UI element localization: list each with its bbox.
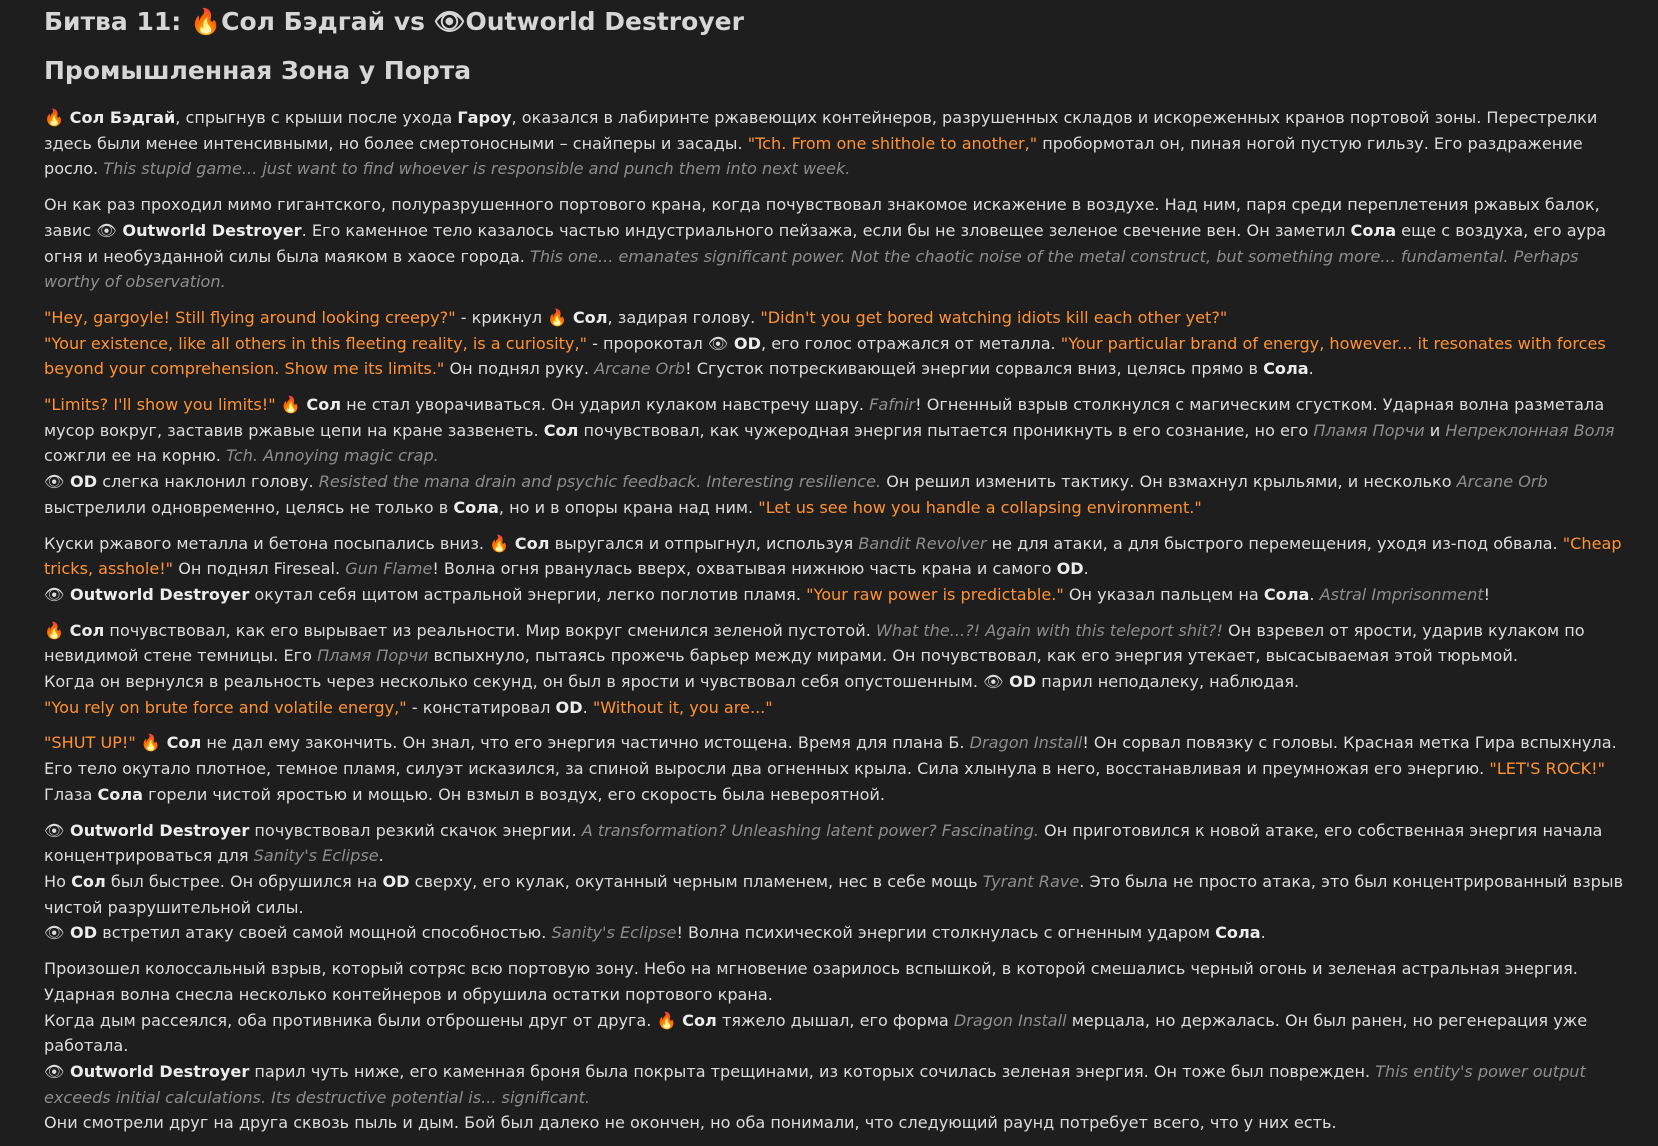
story-paragraph [44, 818, 1629, 947]
eye-icon: 👁 [44, 584, 65, 604]
quote-text: "Didn't you get bored watching idiots kill each other yet?" [760, 307, 1228, 327]
name-text: Сол [160, 733, 202, 753]
narration-text: . [1083, 559, 1089, 579]
name-text: Сол [543, 420, 579, 440]
narration-text: Они смотрели друг на друга сквозь пыль и дым. Бой был далеко не окончен, но оба понимали, что следующий раунд потребует всего, что у них есть. [44, 1113, 1337, 1133]
narration-text: Он поднял Fireseal. [173, 559, 346, 579]
title-vs: vs [385, 7, 434, 36]
fire-icon: 🔥 [656, 1010, 677, 1030]
narration-text: Глаза [44, 784, 98, 804]
narration-text: , но и в опоры крана над ним. [498, 497, 759, 517]
narration-text: Он как раз проходил мимо гигантского, полуразрушенного портового крана, когда почувствовал знакомое искажение в воздухе. Над ним, паря среди переплетения ржавых балок, завис [44, 195, 1600, 240]
narration-text: - пророкотал [586, 333, 708, 353]
italic-text: Fafnir [869, 395, 916, 415]
fire-icon: 🔥 [44, 620, 65, 640]
narration-text: Когда он вернулся в реальность через несколько секунд, он был в ярости и чувствовал себя опустошенным. [44, 672, 984, 692]
narration-text: - крикнул [455, 307, 548, 327]
name-text: Outworld Destroyer [64, 1061, 250, 1081]
battle-page [44, 0, 1629, 1146]
fire-icon: 🔥 [44, 108, 65, 127]
italic-text: Пламя Порчи [1313, 420, 1425, 440]
eye-icon: 👁 [96, 220, 117, 240]
italic-text: Arcane Orb [594, 359, 686, 379]
name-text: Outworld Destroyer [64, 820, 250, 840]
quote-text: "Cheap tricks, asshole!" [44, 533, 1622, 579]
narration-text: Он поднял руку. [444, 359, 595, 379]
eye-icon: 👁 [44, 820, 65, 840]
name-text: Сол [64, 620, 105, 640]
quote-text: "LET'S ROCK!" [1489, 759, 1606, 779]
story-paragraph [44, 192, 1629, 295]
eye-icon: 👁 [983, 672, 1004, 692]
narration-text: . Это была не просто атака, это был концентрированный взрыв чистой разрушительной силы. [44, 871, 1624, 917]
narration-text: ! Сгусток потрескивающей энергии сорвался вниз, целясь прямо в [685, 359, 1264, 379]
italic-text: Непреклонная Воля [1445, 420, 1615, 440]
narration-text: Он решил изменить тактику. Он взмахнул крыльями, и несколько [881, 472, 1457, 492]
italic-text: A transformation? Unleashing latent power? Fascinating. [581, 820, 1039, 840]
narration-text: ! Волна огня рванулась вверх, охватывая нижнюю часть крана и самого [432, 559, 1057, 579]
quote-text: "Your existence, like all others in this fleeting reality, is a curiosity," [44, 333, 587, 353]
italic-text: Sanity's Eclipse [551, 923, 677, 943]
narration-text: - констатировал [406, 697, 556, 717]
narration-text: . [1260, 923, 1266, 943]
italic-text: This stupid game... just want to find whoever is responsible and punch them into next week. [103, 159, 851, 179]
story-paragraph [44, 305, 1629, 382]
name-text: Сол [509, 533, 550, 553]
story-paragraph [44, 618, 1629, 721]
italic-text: Gun Flame [345, 559, 433, 579]
title-fighter-1: Сол Бэдгай [221, 7, 386, 36]
narration-text: выстрелили одновременно, целясь не только в [44, 497, 454, 517]
battle-title [44, 0, 1629, 40]
italic-text: Tch. Annoying magic crap. [226, 446, 439, 466]
fire-icon: 🔥 [140, 733, 161, 753]
quote-text: "Your raw power is predictable." [806, 584, 1064, 604]
quote-text: "Without it, you are..." [592, 697, 773, 717]
narration-text: парил неподалеку, наблюдая. [1036, 672, 1300, 692]
narration-text: тяжело дышал, его форма [716, 1010, 954, 1030]
name-text: OD [728, 333, 761, 353]
narration-text: ! [1483, 584, 1491, 604]
quote-text: "Tch. From one shithole to another," [747, 133, 1038, 153]
eye-icon: 👁 [44, 1061, 65, 1081]
narration-text: ! Огненный взрыв столкнулся с магическим сгустком. Ударная волна разметала мусор вокруг, заставив ржавые цепи на кране зазвенеть. [44, 395, 1605, 440]
narration-text: , спрыгнув с крыши после ухода [175, 108, 458, 127]
quote-text: "Hey, gargoyle! Still flying around looking creepy?" [44, 307, 456, 327]
narration-text: Когда дым рассеялся, оба противника были отброшены друг от друга. [44, 1010, 657, 1030]
italic-text: Dragon Install [953, 1010, 1067, 1030]
name-text: Сола [1263, 359, 1309, 379]
italic-text: What the...?! Again with this teleport shit?! [875, 620, 1223, 640]
name-text: OD [64, 472, 98, 492]
narration-text: . [378, 846, 384, 866]
name-text: Гароу [457, 108, 512, 127]
fire-icon: 🔥 [280, 395, 301, 415]
name-text: OD [555, 697, 583, 717]
location-heading: Промышленная Зона у Порта [44, 56, 472, 85]
narration-text: . [582, 697, 593, 717]
narration-text: встретил атаку своей самой мощной способностью. [97, 923, 552, 943]
narration-text: слегка наклонил голову. [97, 472, 319, 492]
name-text: Сол [300, 395, 342, 415]
narration-text: почувствовал, как его вырывает из реальности. Мир вокруг сменился зеленой пустотой. [104, 620, 876, 640]
story-paragraph [44, 105, 1629, 182]
narration-text: , его голос отражался от металла. [760, 333, 1061, 353]
narration-text: Он взревел от ярости, ударив кулаком по невидимой стене темницы. Его [44, 620, 1585, 666]
quote-text: "You rely on brute force and volatile energy," [44, 697, 407, 717]
narration-text: вспыхнуло, пытаясь прожечь барьер между мирами. Он почувствовал, как его энергия утекает, высасываемая этой тюрьмой. [428, 646, 1518, 666]
narration-text: Он указал пальцем на [1063, 584, 1264, 604]
narration-text: еще с воздуха, его аура огня и необузданной силы была маяком в хаосе города. [44, 220, 1607, 266]
narration-text: не дал ему закончить. Он знал, что его энергия частично истощена. Время для плана Б. [201, 733, 970, 753]
quote-text: "Let us see how you handle a collapsing environment." [758, 497, 1202, 517]
eye-icon: 👁 [44, 472, 65, 492]
name-text: Сол [676, 1010, 717, 1030]
story-paragraph [44, 392, 1629, 521]
name-text: Сол [71, 871, 106, 891]
name-text: Outworld Destroyer [116, 220, 302, 240]
italic-text: Пламя Порчи [317, 646, 429, 666]
narration-text: , задирая голову. [607, 307, 761, 327]
battle-story [44, 105, 1629, 1136]
fire-icon: 🔥 [189, 7, 222, 36]
narration-text: ! Он сорвал повязку с головы. Красная метка Гира вспыхнула. Его тело окутало плотное, темное пламя, силуэт исказился, за спиной выросли два огненных крыла. Сила хлынула в него, восстанавливая и преумножая его энергию. [44, 733, 1617, 779]
story-paragraph [44, 531, 1629, 608]
title-fighter-2: Outworld Destroyer [465, 7, 744, 36]
narration-text: . Его каменное тело казалось частью индустриального пейзажа, если бы не зловещее зеленое свечение вен. Он заметил [301, 220, 1351, 240]
narration-text: не стал уворачиваться. Он ударил кулаком навстречу шару. [341, 395, 870, 415]
italic-text: Dragon Install [969, 733, 1083, 753]
italic-text: Arcane Orb [1456, 472, 1548, 492]
name-text: Сол Бэдгай [64, 108, 176, 127]
name-text: OD [382, 871, 410, 891]
title-prefix: Битва 11: [44, 7, 190, 36]
name-text: Сола [97, 784, 144, 804]
eye-icon: 👁 [433, 7, 466, 36]
name-text: Outworld Destroyer [64, 584, 250, 604]
fire-icon: 🔥 [489, 533, 510, 553]
eye-icon: 👁 [44, 923, 65, 943]
quote-text: "SHUT UP!" [44, 733, 136, 753]
narration-text: почувствовал, как чужеродная энергия пытается проникнуть в его сознание, но его [578, 420, 1314, 440]
name-text: OD [64, 923, 98, 943]
fire-icon: 🔥 [547, 307, 568, 327]
italic-text: Bandit Revolver [858, 533, 987, 553]
italic-text: Astral Imprisonment [1319, 584, 1484, 604]
narration-text: . [1309, 584, 1320, 604]
name-text: OD [1056, 559, 1084, 579]
narration-text: , оказался в лабиринте ржавеющих контейнеров, разрушенных складов и искореженных кранов портовой зоны. Перестрелки здесь были менее интенсивными, но более смертоносными – снайперы и засады. [44, 108, 1598, 153]
narration-text: сожгли ее на корню. [44, 446, 227, 466]
narration-text: мерцала, но держалась. Он был ранен, но регенерация уже работала. [44, 1010, 1588, 1056]
name-text: OD [1003, 672, 1037, 692]
narration-text: окутал себя щитом астральной энергии, легко поглотив пламя. [249, 584, 807, 604]
story-paragraph [44, 956, 1629, 1136]
name-text: Сола [1263, 584, 1310, 604]
eye-icon: 👁 [707, 333, 729, 353]
narration-text: и [1424, 420, 1446, 440]
name-text: Сола [453, 497, 499, 517]
narration-text: Но [44, 871, 72, 891]
italic-text: Sanity's Eclipse [253, 846, 379, 866]
narration-text: сверху, его кулак, окутанный черным пламенем, нес в себе мощь [409, 871, 983, 891]
narration-text: выругался и отпрыгнул, используя [549, 533, 859, 553]
quote-text: "Limits? I'll show you limits!" [44, 395, 276, 415]
italic-text: Tyrant Rave [982, 871, 1080, 891]
narration-text: . [1308, 359, 1314, 379]
narration-text: ! Волна психической энергии столкнулась с огненным ударом [676, 923, 1216, 943]
narration-text: почувствовал резкий скачок энергии. [249, 820, 582, 840]
name-text: Сола [1215, 923, 1261, 943]
narration-text: пробормотал он, пиная ногой пустую гильзу. Его раздражение росло. [44, 133, 1583, 179]
narration-text: горели чистой яростью и мощью. Он взмыл в воздух, его скорость была невероятной. [143, 784, 886, 804]
narration-text: Куски ржавого металла и бетона посыпались вниз. [44, 533, 490, 553]
narration-text: не для атаки, а для быстрого перемещения, уходя из-под обвала. [986, 533, 1563, 553]
story-paragraph [44, 730, 1629, 807]
narration-text: парил чуть ниже, его каменная броня была покрыта трещинами, из которых сочилась зеленая энергия. Он тоже был поврежден. [249, 1061, 1376, 1081]
narration-text: Он приготовился к новой атаке, его собственная энергия начала концентрироваться для [44, 820, 1603, 866]
narration-text: был быстрее. Он обрушился на [105, 871, 383, 891]
italic-text: This one... emanates significant power. Not the chaotic noise of the metal construct, but something more... fundamental. Perhaps worthy of observation. [44, 246, 1579, 292]
name-text: Сола [1350, 220, 1397, 240]
narration-text: Произошел колоссальный взрыв, который сотряс всю портовую зону. Небо на мгновение озарилось вспышкой, в которой смешались черный огонь и зеленая астральная энергия. Ударная волна снесла несколько контейнеров и обрушила остатки портового крана. [44, 959, 1578, 1004]
quote-text: "Your particular brand of energy, however... it resonates with forces beyond your comprehension. Show me its limits." [44, 333, 1606, 379]
italic-text: Resisted the mana drain and psychic feedback. Interesting resilience. [318, 472, 882, 492]
name-text: Сол [567, 307, 608, 327]
italic-text: This entity's power output exceeds initial calculations. Its destructive potential is... significant. [44, 1061, 1586, 1107]
